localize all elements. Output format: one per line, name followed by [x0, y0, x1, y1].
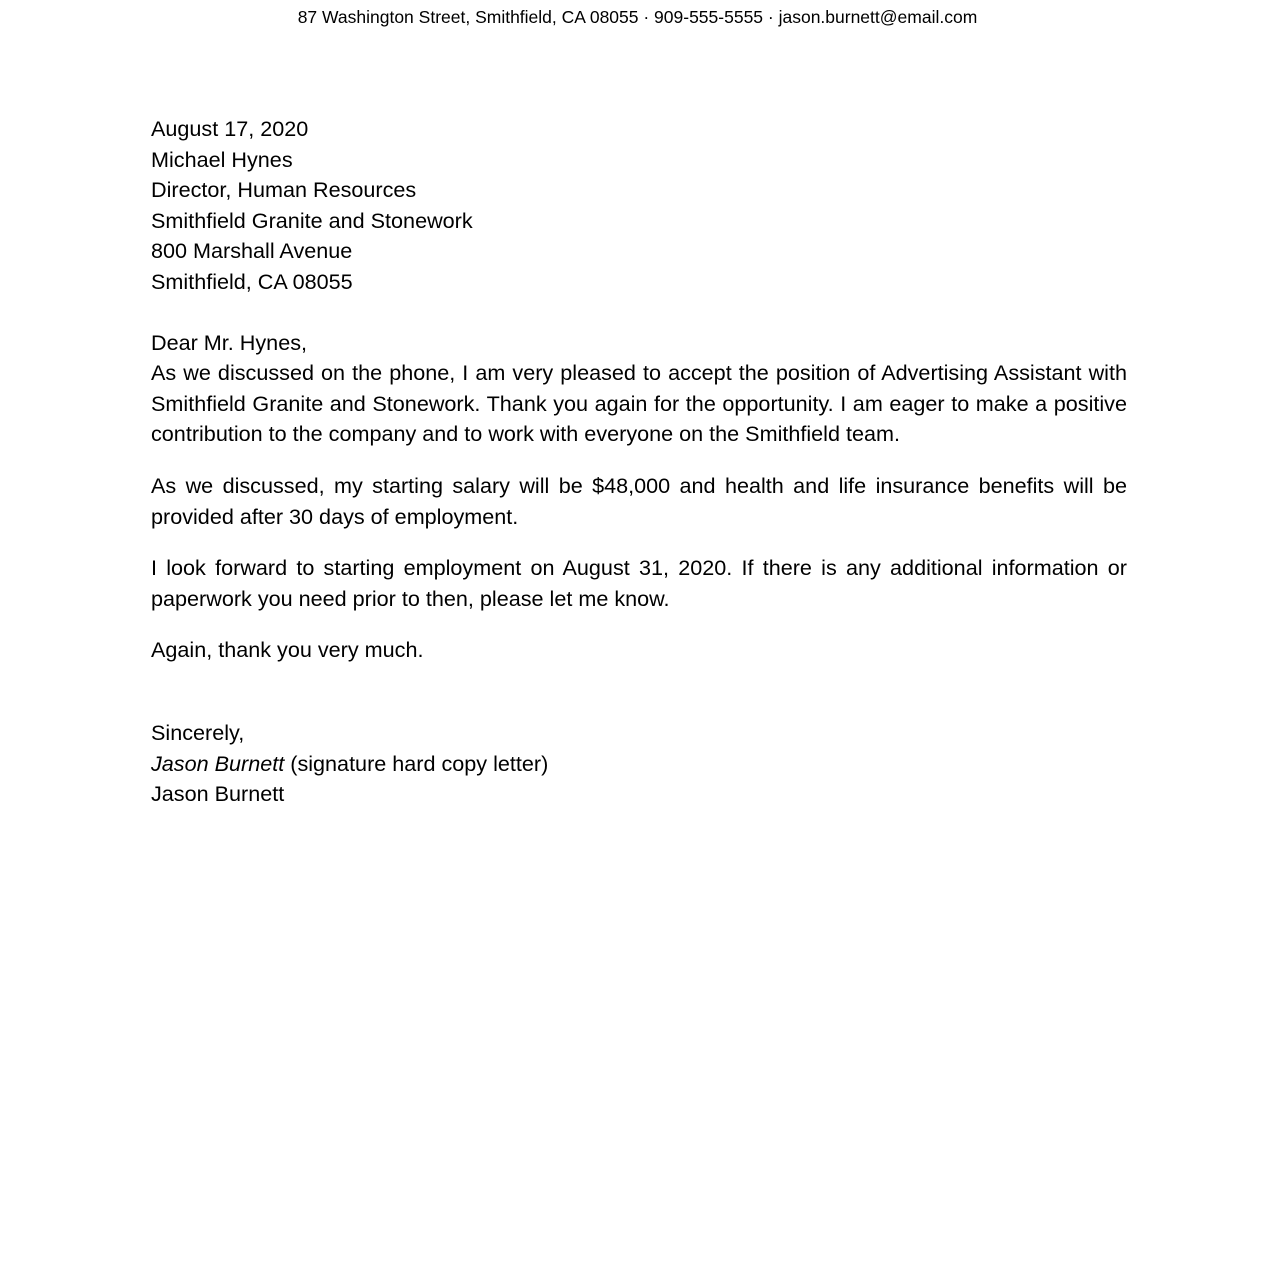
closing: Sincerely,: [151, 719, 245, 745]
body-paragraph-start-date: I look forward to starting employment on August 31, 2020. If there is any additional information or paperwork you need prior to then, please let me know.: [151, 555, 1127, 611]
recipient-city-state-zip: Smithfield, CA 08055: [151, 268, 353, 294]
signature-line: [151, 749, 1127, 780]
recipient-street: 800 Marshall Avenue: [151, 238, 353, 264]
body-paragraph-salary: As we discussed, my starting salary will be $48,000 and health and life insurance benefits will be provided after 30 days of employment.: [151, 472, 1127, 529]
recipient-name: Michael Hynes: [151, 146, 293, 172]
letter-date: August 17, 2020: [151, 116, 309, 141]
typed-name: Jason Burnett: [151, 781, 285, 807]
body-paragraph-acceptance: As we discussed on the phone, I am very pleased to accept the position of Advertising Assistant with Smithfield Granite and Stonework. Thank you again for the opportunity. I am eager to make a positive contribution to the company and to work with everyone on the Smithfield team.: [151, 360, 1127, 447]
letter-body: [151, 114, 1127, 810]
signature-note: (signature hard copy letter): [284, 750, 549, 776]
recipient-company: Smithfield Granite and Stonework: [151, 207, 473, 233]
letterhead-contact-line: 87 Washington Street, Smithfield, CA 08055 · 909-555-5555 · jason.burnett@email.com: [297, 7, 978, 27]
recipient-title: Director, Human Resources: [151, 177, 417, 203]
signature-name: Jason Burnett: [151, 750, 285, 776]
salutation: Dear Mr. Hynes,: [151, 329, 307, 355]
recipient-address-block: [151, 145, 1127, 298]
body-paragraph-thanks: Again, thank you very much.: [151, 637, 424, 663]
